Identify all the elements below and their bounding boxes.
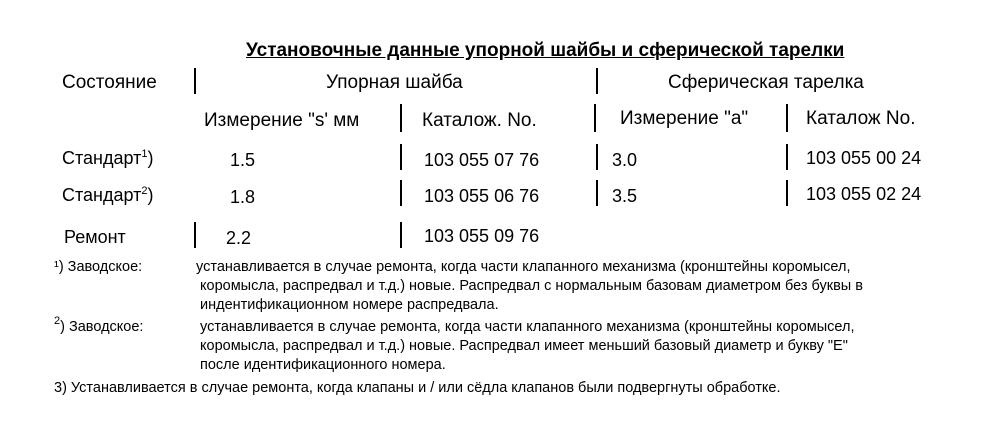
header-catalog-1: Каталож. No.: [422, 110, 537, 131]
header-catalog-2: Каталож No.: [806, 108, 916, 129]
table-cell-catalog: 103 055 07 76: [424, 150, 540, 170]
table-row-state: Стандарт$^1$): [62, 148, 154, 168]
header-measure-a: Измерение "a": [620, 108, 749, 129]
column-divider: [596, 180, 598, 206]
table-cell-s: 1.5: [230, 150, 256, 170]
column-divider: [400, 144, 402, 170]
footnote-1-line: коромысла, распредвал и т.д.) новые. Распредвал с нормальным базовам диаметром без буквы в: [200, 278, 863, 294]
table-row-state: Ремонт: [64, 227, 126, 247]
column-divider: [786, 180, 788, 206]
page-title: Установочные данные упорной шайбы и сферической тарелки: [246, 40, 845, 61]
header-state: Состояние: [62, 72, 157, 93]
column-divider: [194, 222, 196, 248]
footnote-2-mark: $^2$) Заводское:: [54, 315, 144, 335]
table-cell-catalog: 103 055 09 76: [424, 226, 540, 246]
table-cell-catalog: 103 055 06 76: [424, 186, 540, 206]
column-divider: [400, 222, 402, 248]
table-cell-a: 3.0: [612, 150, 638, 170]
header-washer: Упорная шайба: [326, 72, 463, 93]
table-cell-s: 2.2: [226, 228, 252, 248]
table-cell-catalog: 103 055 00 24: [806, 148, 922, 168]
footnote-2-line: устанавливается в случае ремонта, когда части клапанного механизма (кронштейны коромысел,: [200, 319, 855, 335]
footnote-1-line: устанавливается в случае ремонта, когда части клапанного механизма (кронштейны коромысел,: [196, 259, 851, 275]
column-divider: [596, 68, 598, 94]
header-measure-s: Измерение "s' мм: [204, 110, 360, 131]
column-divider: [596, 144, 598, 170]
footnote-3: 3) Устанавливается в случае ремонта, когда клапаны и / или сёдла клапанов были подвергнуты обработке.: [54, 380, 781, 396]
column-divider: [400, 180, 402, 206]
table-row-state: Стандарт$^2$): [62, 185, 154, 205]
footnote-1-mark: ¹) Заводское:: [54, 259, 143, 275]
column-divider: [594, 104, 596, 132]
table-cell-s: 1.8: [230, 187, 256, 207]
header-plate: Сферическая тарелка: [668, 72, 864, 93]
footnote-2-line: коромысла, распредвал и т.д.) новые. Распредвал имеет меньший базовый диаметр и букву "Е": [200, 338, 848, 354]
column-divider: [786, 144, 788, 170]
table-cell-a: 3.5: [612, 186, 638, 206]
footnote-1-line: индентификационном номере распредвала.: [200, 297, 499, 313]
column-divider: [194, 68, 196, 94]
table-cell-catalog: 103 055 02 24: [806, 184, 922, 204]
footnote-2-line: после идентификационного номера.: [200, 357, 446, 373]
column-divider: [400, 104, 402, 132]
column-divider: [786, 104, 788, 132]
